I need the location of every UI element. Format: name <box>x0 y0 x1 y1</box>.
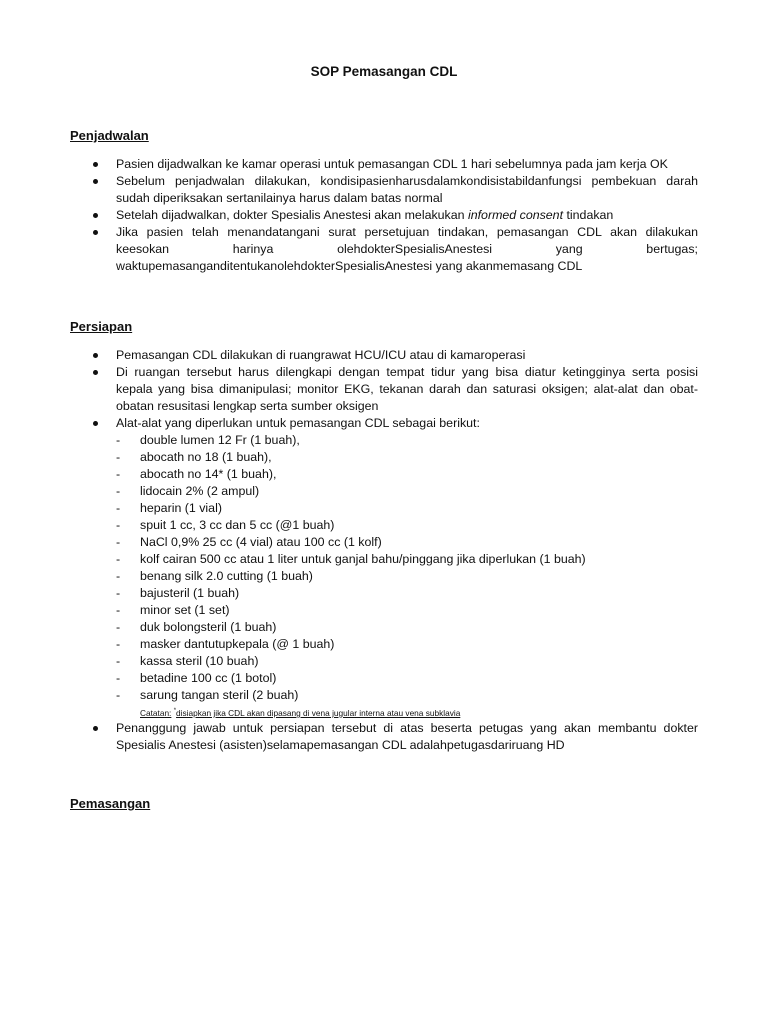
dash-marker: - <box>116 501 121 515</box>
paragraph-line: waktupemasanganditentukanolehdokterSpesialisAnestesi yang akanmemasang CDL <box>116 259 583 273</box>
equipment-item-text: abocath no 14* (1 buah), <box>140 467 277 481</box>
equipment-item-text: kolf cairan 500 cc atau 1 liter untuk ganjal bahu/pinggang jika diperlukan (1 buah) <box>140 552 586 566</box>
document-title: SOP Pemasangan CDL <box>310 64 458 79</box>
section-heading-persiapan: Persiapan <box>70 319 133 334</box>
dash-marker: - <box>116 467 121 481</box>
paragraph-line: obatan resusitasi lengkap serta sumber oksigen <box>116 399 379 413</box>
paragraph-line: sudah diperiksakan sertanilainya harus dalam batas normal <box>116 191 443 205</box>
equipment-item <box>70 636 698 653</box>
equipment-item <box>70 534 698 551</box>
equipment-item <box>70 602 698 619</box>
equipment-item <box>70 449 698 466</box>
equipment-item-text: benang silk 2.0 cutting (1 buah) <box>140 569 313 583</box>
equipment-item-text: double lumen 12 Fr (1 buah), <box>140 433 300 447</box>
list-item <box>70 720 698 754</box>
paragraph-line: Alat-alat yang diperlukan untuk pemasangan CDL sebagai berikut: <box>116 416 480 430</box>
dash-marker: - <box>116 569 121 583</box>
equipment-item-text: betadine 100 cc (1 botol) <box>140 671 277 685</box>
list-item <box>70 364 698 415</box>
equipment-list <box>70 432 698 704</box>
paragraph-line: Pemasangan CDL dilakukan di ruangrawat HCU/ICU atau di kamaroperasi <box>116 348 526 362</box>
word: yang <box>555 242 583 256</box>
equipment-item-text: spuit 1 cc, 3 cc dan 5 cc (@1 buah) <box>140 518 335 532</box>
paragraph-line: Jika pasien telah menandatangani surat persetujuan tindakan, pemasangan CDL akan dilakukan <box>116 225 698 239</box>
equipment-item <box>70 585 698 602</box>
equipment-item <box>70 517 698 534</box>
equipment-item <box>70 483 698 500</box>
equipment-item-text: sarung tangan steril (2 buah) <box>140 688 299 702</box>
paragraph-line <box>116 207 698 224</box>
equipment-item <box>70 687 698 704</box>
dash-marker: - <box>116 637 121 651</box>
dash-marker: - <box>116 671 121 685</box>
dash-marker: - <box>116 654 121 668</box>
emphasis-text: informed consent <box>467 208 564 222</box>
paragraph-line: Spesialis Anestesi (asisten)selamapemasangan CDL adalahpetugasdariruang HD <box>116 738 565 752</box>
dash-marker: - <box>116 688 121 702</box>
section-heading-pemasangan: Pemasangan <box>70 796 151 811</box>
dash-marker: - <box>116 518 121 532</box>
paragraph-line: Penanggung jawab untuk persiapan tersebut di atas beserta petugas yang akan membantu dokter <box>116 721 698 735</box>
dash-marker: - <box>116 552 121 566</box>
dash-marker: - <box>116 484 121 498</box>
footnote <box>70 704 698 720</box>
equipment-item-text: minor set (1 set) <box>140 603 230 617</box>
equipment-item-text: duk bolongsteril (1 buah) <box>140 620 277 634</box>
equipment-item-text: lidocain 2% (2 ampul) <box>140 484 260 498</box>
equipment-item <box>70 653 698 670</box>
footnote-text: disiapkan jika CDL akan dipasang di vena jugular interna atau vena subklavia <box>176 708 461 718</box>
paragraph-line: Sebelum penjadwalan dilakukan, kondisipasienharusdalamkondisistabildanfungsi pembekuan darah <box>116 174 698 188</box>
equipment-item-text: NaCl 0,9% 25 cc (4 vial) atau 100 cc (1 kolf) <box>140 535 382 549</box>
list-item <box>70 207 698 224</box>
list-item <box>70 156 698 173</box>
equipment-item <box>70 466 698 483</box>
persiapan-list <box>70 347 698 754</box>
paragraph-line: Pasien dijadwalkan ke kamar operasi untuk pemasangan CDL 1 hari sebelumnya pada jam kerja OK <box>116 157 668 171</box>
text-span: Setelah dijadwalkan, dokter Spesialis Anestesi akan melakukan <box>116 208 468 222</box>
word: keesokan <box>116 242 170 256</box>
dash-marker: - <box>116 603 121 617</box>
list-item <box>70 415 698 432</box>
dash-marker: - <box>116 586 121 600</box>
equipment-item <box>70 619 698 636</box>
equipment-item-text: heparin (1 vial) <box>140 501 222 515</box>
list-item <box>70 347 698 364</box>
equipment-item <box>70 432 698 449</box>
equipment-item <box>70 670 698 687</box>
section-heading-penjadwalan: Penjadwalan <box>70 128 149 143</box>
equipment-item <box>70 500 698 517</box>
equipment-item <box>70 568 698 585</box>
footnote-label: Catatan: <box>140 708 172 718</box>
list-item <box>70 224 698 275</box>
equipment-item-text: bajusteril (1 buah) <box>140 586 240 600</box>
equipment-item-text: abocath no 18 (1 buah), <box>140 450 272 464</box>
paragraph-line: Di ruangan tersebut harus dilengkapi dengan tempat tidur yang bisa diatur ketingginya serta posisi <box>116 365 698 379</box>
word: olehdokterSpesialisAnestesi <box>337 242 493 256</box>
list-item <box>70 173 698 207</box>
dash-marker: - <box>116 620 121 634</box>
footnote-marker: * <box>173 708 177 714</box>
equipment-item-text: kassa steril (10 buah) <box>140 654 259 668</box>
equipment-item-text: masker dantutupkepala (@ 1 buah) <box>140 637 335 651</box>
equipment-item <box>70 551 698 568</box>
paragraph-line <box>116 241 698 258</box>
dash-marker: - <box>116 450 121 464</box>
text-span: tindakan <box>563 208 614 222</box>
penjadwalan-list <box>70 156 698 275</box>
word: bertugas; <box>646 242 698 256</box>
dash-marker: - <box>116 433 121 447</box>
paragraph-line: kepala yang bisa dimanipulasi; monitor EKG, tekanan darah dan saturasi oksigen; alat-alat dan obat- <box>116 382 698 396</box>
dash-marker: - <box>116 535 121 549</box>
word: harinya <box>232 242 274 256</box>
